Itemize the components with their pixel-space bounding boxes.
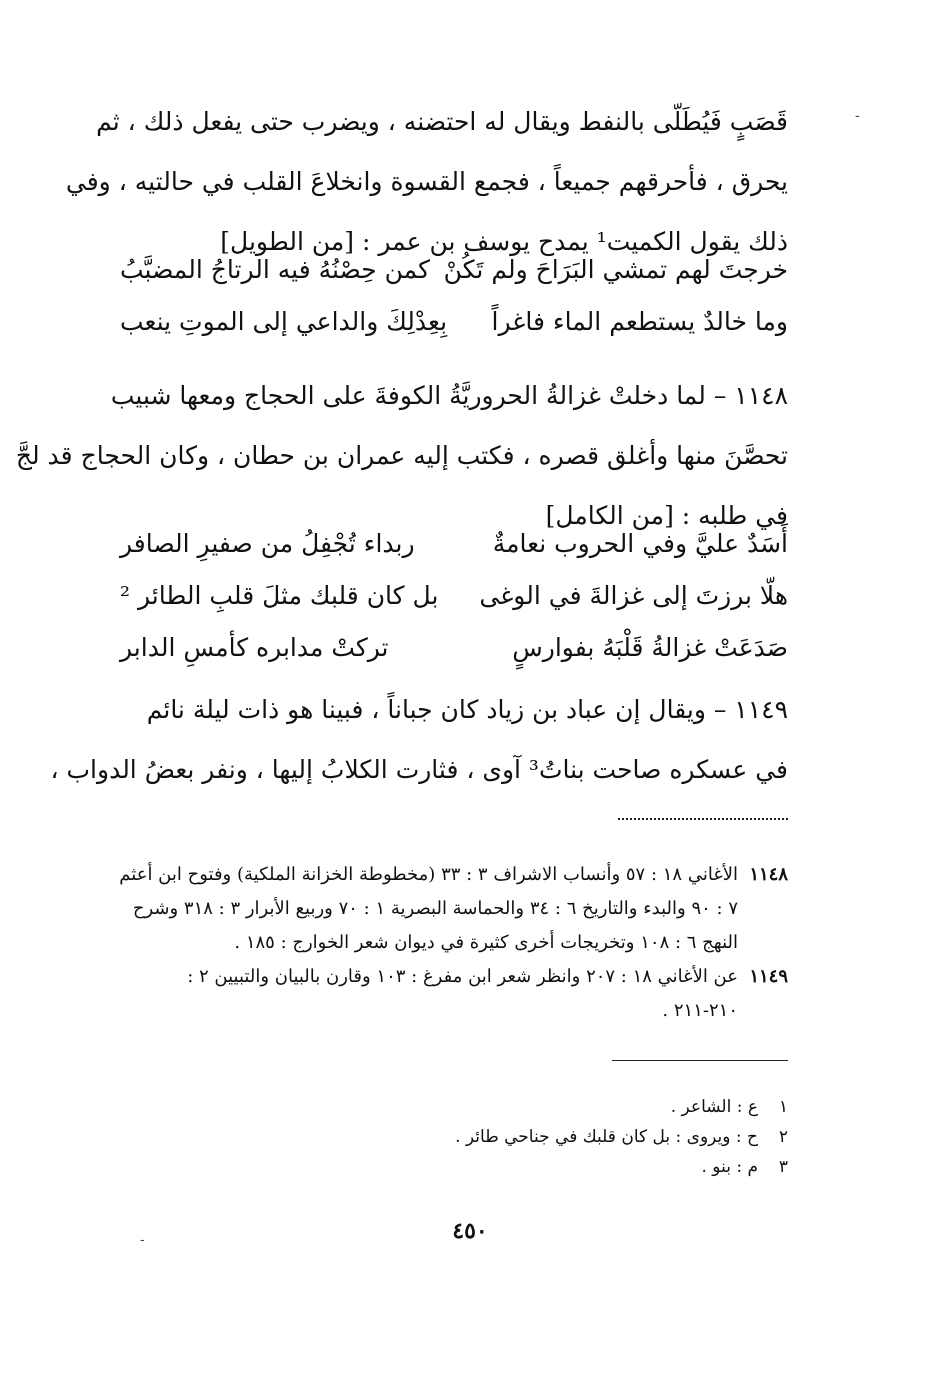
footnotes xyxy=(300,1092,788,1182)
footnote xyxy=(300,1122,788,1152)
section-1149-text xyxy=(50,680,788,800)
text-line: في طلبه : [من الكامل] xyxy=(545,501,788,530)
footnote xyxy=(300,1092,788,1122)
text-line: في عسكره صاحت بناتُ³ آوى ، فثارت الكلابُ إليها ، ونفر بعضُ الدواب ، xyxy=(50,755,788,784)
reference-entry xyxy=(120,858,788,960)
footnote-text: م : بنو . xyxy=(701,1157,758,1177)
dotted-separator xyxy=(618,818,788,820)
verse-first-hemistich: أَسَدٌ عليَّ وفي الحروب نعامةٌ xyxy=(492,529,788,558)
verse-line xyxy=(120,622,788,674)
verse-line xyxy=(120,570,788,622)
text-line: يحرق ، فأحرقهم جميعاً ، فجمع القسوة وانخلاعَ القلب في حالتيه ، وفي xyxy=(65,167,788,196)
verse-first-hemistich: خرجتَ لهم تمشي البَرَاحَ ولم تَكُنْ xyxy=(443,255,788,284)
reference-line: ٢١٠-٢١١ . xyxy=(662,1000,738,1021)
text-line: تحصَّنَ منها وأغلق قصره ، فكتب إليه عمران بن حطان ، وكان الحجاج قد لجَّ xyxy=(15,441,788,470)
page-number: ٤٥٠ xyxy=(452,1218,488,1244)
verse-second-hemistich: بِعِدْلِكَ والداعي إلى الموتِ ينعب xyxy=(120,307,448,336)
text-line: ١١٤٩ – ويقال إن عباد بن زياد كان جباناً ، فبينا هو ذات ليلة نائم xyxy=(146,695,788,724)
reference-text xyxy=(120,960,738,1028)
reference-line: ٧ : ٩٠ والبدء والتاريخ ٦ : ٣٤ والحماسة البصرية ١ : ٧٠ وربيع الأبرار ٣ : ٣١٨ وشرح xyxy=(132,898,738,919)
verse-line xyxy=(120,518,788,570)
footnote-rule xyxy=(612,1060,788,1061)
verse-first-hemistich: صَدَعَتْ غزالةُ قَلْبَهُ بفوارسٍ xyxy=(512,633,788,662)
footnote-text: ع : الشاعر . xyxy=(670,1097,758,1117)
poem-1 xyxy=(120,244,788,348)
reference-text xyxy=(119,858,738,960)
reference-number: ١١٤٨ xyxy=(749,864,788,885)
text-line: ١١٤٨ – لما دخلتْ غزالةُ الحروريَّةُ الكوفةَ على الحجاج ومعها شبيب xyxy=(110,381,788,410)
reference-number: ١١٤٩ xyxy=(749,966,788,987)
margin-mark: - xyxy=(855,108,860,124)
verse-first-hemistich: وما خالدٌ يستطعم الماء فاغراً xyxy=(491,307,788,336)
verse-second-hemistich: ربداء تُجْفِلُ من صفيرِ الصافر xyxy=(120,529,415,558)
verse-second-hemistich: كمن حِصْنُهُ فيه الرتاجُ المضبَّبُ xyxy=(120,255,431,284)
text-line: ذلك يقول الكميت¹ يمدح يوسف بن عمر : [من الطويل] xyxy=(220,227,788,256)
references xyxy=(120,858,788,1028)
footnote-number: ٣ xyxy=(778,1157,788,1177)
margin-mark: - xyxy=(140,1232,145,1248)
footnote-text: ح : ويروى : بل كان قلبك في جناحي طائر . xyxy=(455,1127,758,1147)
poem-2 xyxy=(120,518,788,674)
verse-line xyxy=(120,296,788,348)
reference-line: عن الأغاني ١٨ : ٢٠٧ وانظر شعر ابن مفرغ : ١٠٣ وقارن بالبيان والتبيين ٢ : xyxy=(187,966,738,987)
text-line: قَصَبٍ فَيُطَلّى بالنفط ويقال له احتضنه ، ويضرب حتى يفعل ذلك ، ثم xyxy=(96,107,788,136)
verse-first-hemistich: هلّا برزتَ إلى غزالةَ في الوغى xyxy=(479,581,788,610)
reference-line: النهج ٦ : ١٠٨ وتخريجات أخرى كثيرة في ديوان شعر الخوارج : ١٨٥ . xyxy=(234,932,738,953)
reference-line: الأغاني ١٨ : ٥٧ وأنساب الاشراف ٣ : ٣٣ (مخطوطة الخزانة الملكية) وفتوح ابن أعثم xyxy=(119,864,738,885)
footnote-number: ٢ xyxy=(778,1127,788,1147)
reference-entry xyxy=(120,960,788,1028)
verse-second-hemistich: بل كان قلبك مثلَ قلبِ الطائر ² xyxy=(120,581,439,610)
footnote xyxy=(300,1152,788,1182)
verse-second-hemistich: تركتْ مدابره كأمسِ الدابر xyxy=(120,633,389,662)
verse-line xyxy=(120,244,788,296)
footnote-number: ١ xyxy=(778,1097,788,1117)
